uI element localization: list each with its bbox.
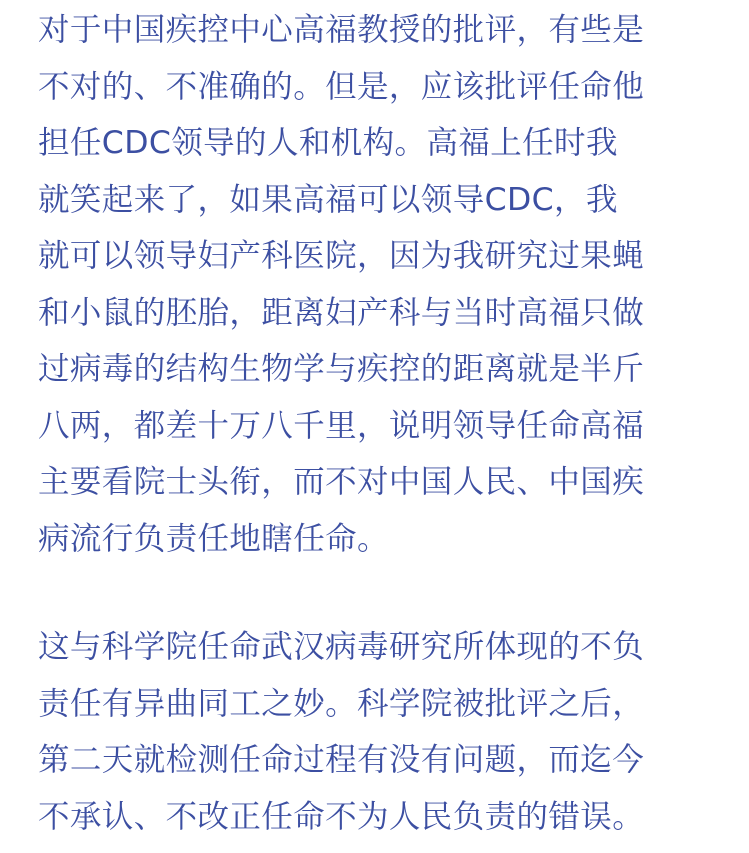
text-line: 八两，都差十万八千里，说明领导任命高福 <box>38 407 645 444</box>
text-line: 就笑起来了，如果高福可以领导CDC，我 <box>38 181 618 218</box>
paragraph-1 <box>38 2 644 567</box>
text-line: 第二天就检测任命过程有没有问题，而迄今 <box>38 742 645 778</box>
text-line: 对于中国疾控中心高福教授的批评，有些是 <box>38 12 645 48</box>
text-line: 不承认、不改正任命不为人民负责的错误。 <box>38 798 645 835</box>
text-line: 担任CDC领导的人和机构。高福上任时我 <box>38 125 618 161</box>
paragraph-2 <box>38 619 644 845</box>
text-line: 病流行负责任地瞎任命。 <box>38 520 389 557</box>
text-line: 主要看院士头衔，而不对中国人民、中国疾 <box>38 464 645 500</box>
text-line: 和小鼠的胚胎，距离妇产科与当时高福只做 <box>38 294 645 331</box>
text-line: 过病毒的结构生物学与疾控的距离就是半斤 <box>38 351 645 387</box>
text-line: 不对的、不准确的。但是，应该批评任命他 <box>38 68 645 105</box>
text-line: 就可以领导妇产科医院，因为我研究过果蝇 <box>38 238 645 274</box>
text-line: 这与科学院任命武汉病毒研究所体现的不负 <box>38 629 645 665</box>
text-line: 责任有异曲同工之妙。科学院被批评之后， <box>38 685 645 722</box>
